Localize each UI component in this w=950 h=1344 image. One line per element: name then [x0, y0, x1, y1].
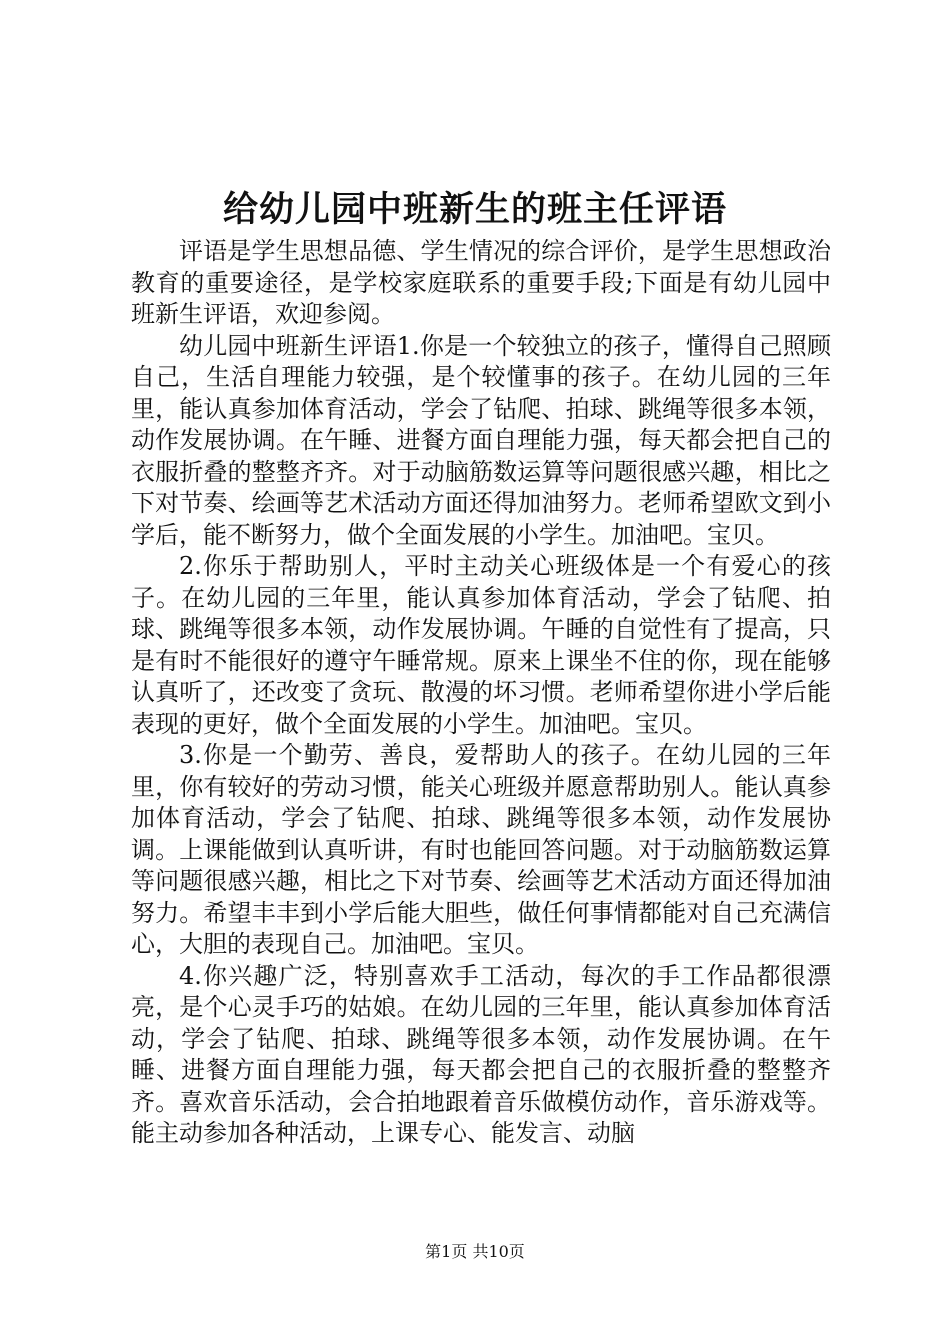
paragraph-comment-2: 2.你乐于帮助别人，平时主动关心班级体是一个有爱心的孩子。在幼儿园的三年里，能认真参加体育活动，学会了钻爬、拍球、跳绳等很多本领，动作发展协调。午睡的自觉性有了提高，只是有时不能很好的遵守午睡常规。原来上课坐不住的你，现在能够认真听了，还改变了贪玩、散漫的坏习惯。老师希望你进小学后能表现的更好，做个全面发展的小学生。加油吧。宝贝。	[131, 552, 831, 738]
page-footer	[0, 1242, 950, 1262]
page-number-label: 第1页 共10页	[425, 1242, 525, 1261]
paragraph-intro: 评语是学生思想品德、学生情况的综合评价，是学生思想政治教育的重要途径，是学校家庭联系的重要手段;下面是有幼儿园中班新生评语，欢迎参阅。	[131, 237, 831, 328]
paragraph-comment-3: 3.你是一个勤劳、善良，爱帮助人的孩子。在幼儿园的三年里，你有较好的劳动习惯，能关心班级并愿意帮助别人。能认真参加体育活动，学会了钻爬、拍球、跳绳等很多本领，动作发展协调。上课能做到认真听讲，有时也能回答问题。对于动脑筋数运算等问题很感兴趣，相比之下对节奏、绘画等艺术活动方面还得加油努力。希望丰丰到小学后能大胆些，做任何事情都能对自己充满信心，大胆的表现自己。加油吧。宝贝。	[131, 741, 831, 958]
paragraph-comment-4: 4.你兴趣广泛，特别喜欢手工活动，每次的手工作品都很漂亮，是个心灵手巧的姑娘。在幼儿园的三年里，能认真参加体育活动，学会了钻爬、拍球、跳绳等很多本领，动作发展协调。在午睡、进餐方面自理能力强，每天都会把自己的衣服折叠的整整齐齐。喜欢音乐活动，会合拍地跟着音乐做模仿动作，音乐游戏等。能主动参加各种活动，上课专心、能发言、动脑	[131, 961, 831, 1147]
document-title: 给幼儿园中班新生的班主任评语	[222, 189, 727, 230]
paragraph-comment-1: 幼儿园中班新生评语1.你是一个较独立的孩子，懂得自己照顾自己，生活自理能力较强，是个较懂事的孩子。在幼儿园的三年里，能认真参加体育活动，学会了钻爬、拍球、跳绳等很多本领，动作发展协调。在午睡、进餐方面自理能力强，每天都会把自己的衣服折叠的整整齐齐。对于动脑筋数运算等问题很感兴趣，相比之下对节奏、绘画等艺术活动方面还得加油努力。老师希望欧文到小学后，能不断努力，做个全面发展的小学生。加油吧。宝贝。	[131, 331, 831, 549]
document-body	[131, 236, 831, 1182]
